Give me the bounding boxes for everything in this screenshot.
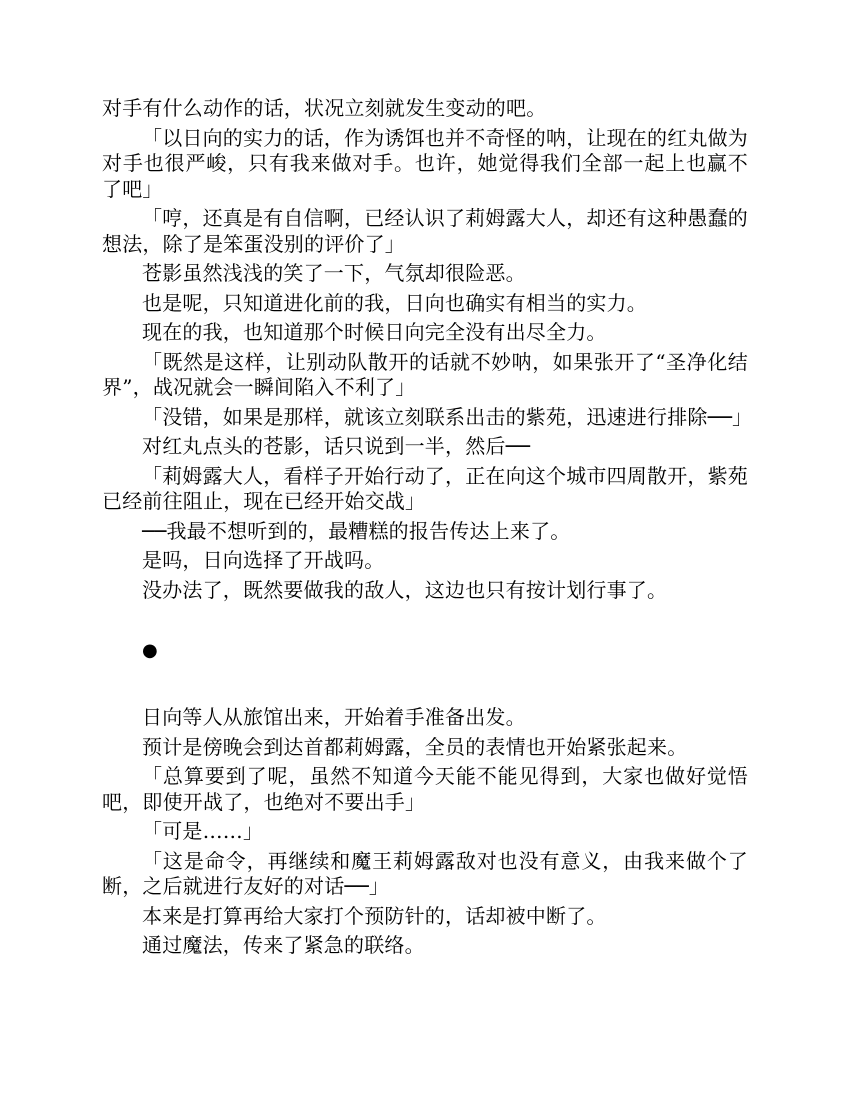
page-body xyxy=(102,96,753,963)
paragraph: 日向等人从旅馆出来，开始着手准备出发。 xyxy=(142,705,526,729)
paragraph: 通过魔法，传来了紧急的联络。 xyxy=(142,933,425,957)
paragraph: ──我最不想听到的，最糟糕的报告传达上来了。 xyxy=(142,518,571,543)
paragraph: 预计是傍晚会到达首都莉姆露，全员的表情也开始紧张起来。 xyxy=(142,734,688,759)
paragraph: 对手有什么动作的话，状况立刻就发生变动的吧。 xyxy=(102,96,547,120)
paragraph: 「这是命令，再继续和魔王莉姆露敌对也没有意义，由我来做个了断，之后就进行友好的对话──」 xyxy=(102,848,748,898)
paragraph: 苍影虽然浅浅的笑了一下，气氛却很险恶。 xyxy=(142,261,526,285)
paragraph: 也是呢，只知道进化前的我，日向也确实有相当的实力。 xyxy=(142,290,647,315)
paragraph: 没办法了，既然要做我的敌人，这边也只有按计划行事了。 xyxy=(142,577,668,602)
paragraph: 「莉姆露大人，看样子开始行动了，正在向这个城市四周散开，紫苑已经前往阻止，现在已经开始交战」 xyxy=(102,463,748,513)
paragraph: 现在的我，也知道那个时候日向完全没有出尽全力。 xyxy=(142,320,607,344)
paragraph: 「以日向的实力的话，作为诱饵也并不奇怪的呐，让现在的红丸做为对手也很严峻，只有我来做对手。也许，她觉得我们全部一起上也赢不了吧」 xyxy=(102,125,748,201)
paragraph: 「总算要到了呢，虽然不知道今天能不能见得到，大家也做好觉悟吧，即使开战了，也绝对不要出手」 xyxy=(102,764,748,814)
paragraph: 对红丸点头的苍影，话只说到一半，然后── xyxy=(142,434,531,458)
paragraph: 是吗，日向选择了开战吗。 xyxy=(142,548,385,572)
section-separator-bullet: ● xyxy=(142,640,158,661)
paragraph: 本来是打算再给大家打个预防针的，话却被中断了。 xyxy=(142,903,607,928)
paragraph: 「哼，还真是有自信啊，已经认识了莉姆露大人，却还有这种愚蠢的想法，除了是笨蛋没别的评价了」 xyxy=(102,206,748,256)
paragraph: 「没错，如果是那样，就该立刻联系出击的紫苑，迅速进行排除──」 xyxy=(142,404,753,429)
paragraph: 「可是……」 xyxy=(142,819,264,843)
paragraph: 「既然是这样，让别动队散开的话就不妙呐，如果张开了“圣净化结界”，战况就会一瞬间陷入不利了」 xyxy=(102,349,748,399)
